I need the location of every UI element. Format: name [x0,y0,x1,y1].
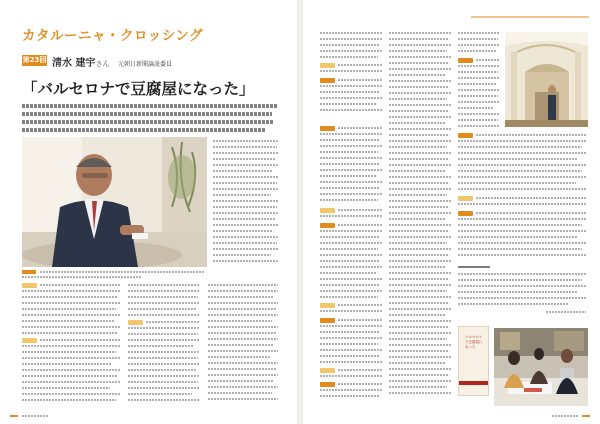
body-text-line [128,399,200,401]
body-text-line [458,230,586,232]
body-text-line [458,152,586,154]
series-title: カタルーニャ・クロッシング [22,28,204,44]
body-text-line [128,333,198,335]
body-text-line [389,260,451,262]
body-text-line [128,327,200,329]
body-text-line [338,209,382,211]
body-text-line [208,314,278,316]
body-text-line [458,119,498,121]
body-text-line [389,50,447,52]
body-text-line [213,176,279,178]
question-badge [320,208,335,213]
body-text-line [458,188,586,190]
body-text-line [22,369,120,371]
body-text-line [213,170,273,172]
question-badge [320,303,335,308]
body-text-line [208,344,274,346]
guest-honorific: さん [95,60,110,68]
body-text-line [208,302,278,304]
body-text-line [208,326,278,328]
body-text-line [389,308,451,310]
body-text-line [208,356,270,358]
body-text-line [389,278,449,280]
body-text-line [128,357,198,359]
body-text-line [389,176,451,178]
body-text-line [320,163,380,165]
answer-badge [320,223,335,228]
profile-text-line [458,297,586,299]
body-text-line [320,337,382,339]
body-text-line [458,65,500,67]
body-text-line [389,386,447,388]
hall-photo [505,32,588,127]
body-text-line [208,332,276,334]
body-text-line [320,248,378,250]
body-text-line [338,64,382,66]
body-text-line [458,32,500,34]
body-text-line [389,92,451,94]
body-text-line [320,325,382,327]
body-text-line [458,107,494,109]
body-text-line [22,326,120,328]
body-text-line [458,176,586,178]
body-text-line [458,89,500,91]
body-text-line [389,296,451,298]
profile-text-line [458,303,568,305]
body-text-line [320,331,380,333]
body-text-line [213,224,279,226]
body-text-line [128,339,200,341]
caption-line [40,271,205,273]
body-text-line [458,164,586,166]
body-text-line [389,218,445,220]
body-text-line [320,355,380,357]
body-text-line [320,254,382,256]
body-text-line [389,332,451,334]
body-text-line [320,44,380,46]
body-text-line [128,387,200,389]
body-text-line [389,140,451,142]
body-text-line [213,140,279,142]
body-text-line [389,128,451,130]
body-text-line [128,308,196,310]
body-text-line [320,296,378,298]
body-text-line [320,38,382,40]
body-text-line [389,212,451,214]
body-text-line [389,68,451,70]
answer-badge [320,126,335,131]
profile-text-line [458,291,578,293]
body-text-line [320,56,378,58]
body-text-line [208,392,272,394]
body-text-line [458,182,576,184]
body-text-line [208,308,276,310]
body-text-line [128,296,198,298]
body-text-line [389,110,449,112]
body-text-line [389,206,449,208]
body-text-line [389,236,451,238]
body-text-line [389,194,447,196]
body-text-line [320,389,382,391]
body-text-line [213,206,277,208]
body-text-line [458,170,582,172]
lead-paragraph-line [22,128,266,132]
body-text-line [389,182,449,184]
body-text-line [208,320,272,322]
body-text-line [458,113,500,115]
body-text-line [22,314,120,316]
body-text-line [389,152,451,154]
body-text-line [389,188,451,190]
body-text-line [458,50,496,52]
body-text-line [389,326,449,328]
answer-badge [320,318,335,323]
body-text-line [389,350,449,352]
body-text-line [208,296,274,298]
body-text-line [320,70,382,72]
guest-name-text: 清水 建宇 [52,58,96,69]
body-text-line [320,199,378,201]
body-text-line [389,338,447,340]
lead-paragraph-line [22,120,274,124]
body-text-line [208,398,278,400]
guest-name [52,54,109,69]
body-text-line [320,109,382,111]
body-text-line [213,158,275,160]
body-text-line [320,157,382,159]
body-text-line [320,139,380,141]
article-headline: 「バルセロナで豆腐屋になった」 [22,80,255,98]
body-text-line [389,344,451,346]
body-text-line [389,392,451,394]
body-text-line [213,230,273,232]
body-text-line [213,212,279,214]
body-text-line [128,284,200,286]
body-text-line [213,164,279,166]
body-text-line [320,278,382,280]
body-text-line [22,308,116,310]
body-text-line [320,272,376,274]
body-text-line [320,85,382,87]
body-text-line [338,304,382,306]
body-text-line [458,140,586,142]
body-text-line [458,224,582,226]
body-text-line [320,193,382,195]
body-text-line [389,356,451,358]
body-text-line [389,302,449,304]
body-text-line [128,363,200,365]
body-text-line [213,248,279,250]
body-text-line [389,242,447,244]
body-text-line [458,38,498,40]
body-text-line [213,194,271,196]
question-badge [320,63,335,68]
body-text-line [338,319,382,321]
body-text-line [389,380,451,382]
body-text-line [389,272,451,274]
body-text-line [458,146,582,148]
body-text-line [389,80,451,82]
body-text-line [338,127,382,129]
guest-role: 元朝日新聞論説委員 [118,61,173,68]
body-text-line [320,361,382,363]
body-text-line [22,332,118,334]
body-text-line [389,374,449,376]
body-text-line [320,310,382,312]
body-text-line [22,345,120,347]
question-badge [22,338,37,343]
body-text-line [22,387,110,389]
body-text-line [320,133,382,135]
body-text-line [320,181,382,183]
question-badge [22,283,37,288]
left-page [0,0,297,424]
body-text-line [22,357,120,359]
body-text-line [320,260,380,262]
profile-text-line [458,279,582,281]
issue-number-badge: 第23回 [22,56,47,64]
body-text-line [389,200,451,202]
body-text-line [208,368,276,370]
body-text-line [389,122,445,124]
body-text-line [320,349,382,351]
profile-text-line [458,273,586,275]
body-text-line [320,187,380,189]
answer-badge [320,382,335,387]
body-text-line [128,314,200,316]
body-text-line [320,215,382,217]
body-text-line [389,134,449,136]
body-text-line [458,77,500,79]
body-text-line [476,212,586,214]
folio-bar [10,415,18,417]
body-text-line [389,44,451,46]
body-text-line [389,74,445,76]
body-text-line [338,383,382,385]
body-text-line [22,290,120,292]
profile-heading-line [458,266,490,268]
body-text-line [208,380,274,382]
body-text-line [338,224,382,226]
body-text-line [476,59,500,61]
body-text-line [208,338,278,340]
body-text-line [146,321,200,323]
body-text-line [458,83,496,85]
body-text-line [389,38,449,40]
body-text-line [22,296,118,298]
body-text-line [320,395,380,397]
body-text-line [213,188,279,190]
answer-badge [458,133,473,138]
body-text-line [389,314,445,316]
body-text-line [208,362,278,364]
answer-badge [320,78,335,83]
body-text-line [389,116,451,118]
body-text-line [213,242,277,244]
body-text-line [389,230,449,232]
body-text-line [389,170,445,172]
body-text-line [22,381,120,383]
body-text-line [128,375,200,377]
body-text-line [213,182,277,184]
question-badge [128,320,143,325]
body-text-line [320,242,382,244]
body-text-line [22,375,118,377]
body-text-line [389,254,449,256]
body-text-line [320,290,382,292]
body-text-line [128,345,194,347]
body-text-line [320,50,382,52]
body-text-line [458,101,500,103]
body-text-line [320,97,382,99]
body-text-line [389,266,445,268]
answer-badge [458,58,473,63]
body-text-line [389,86,449,88]
lead-paragraph-line [22,112,272,116]
body-text-line [320,236,380,238]
interviewer-credit-line [546,311,586,313]
body-text-line [22,399,116,401]
body-text-line [213,152,279,154]
book-cover [458,326,489,396]
body-text-line [389,98,447,100]
answer-badge [458,211,473,216]
running-header-line [471,16,589,18]
body-text-line [128,351,200,353]
body-text-line [338,79,382,81]
body-text-line [213,260,279,262]
body-text-line [128,381,198,383]
body-text-line [389,104,451,106]
body-text-line [320,343,378,345]
body-text-line [389,290,447,292]
body-text-line [213,218,275,220]
body-text-line [389,224,451,226]
body-text-line [320,103,376,105]
folio-bar [582,415,590,417]
body-text-line [458,242,586,244]
body-text-line [389,368,451,370]
body-text-line [458,44,500,46]
body-text-line [320,175,376,177]
body-text-line [213,254,271,256]
body-text-line [389,320,451,322]
book-title: バルセロナで豆腐屋になった [465,335,483,349]
body-text-line [338,369,382,371]
folio-line [22,415,48,417]
body-text-line [320,151,378,153]
body-text-line [458,254,586,256]
body-text-line [22,363,112,365]
body-text-line [320,91,380,93]
body-text-line [320,266,382,268]
body-text-line [389,158,449,160]
lead-paragraph-line [22,104,277,108]
body-text-line [389,32,451,34]
body-text-line [22,302,120,304]
body-text-line [389,362,445,364]
body-text-line [128,393,192,395]
body-text-line [320,284,380,286]
body-text-line [458,125,500,127]
body-text-line [476,134,586,136]
body-text-line [320,32,382,34]
event-photo [494,328,588,406]
body-text-line [458,158,578,160]
body-text-line [213,236,279,238]
question-badge [320,368,335,373]
body-text-line [22,393,120,395]
body-text-line [458,71,498,73]
body-text-line [22,351,116,353]
body-text-line [208,290,278,292]
body-text-line [458,218,586,220]
profile-text-line [458,285,586,287]
body-text-line [389,56,451,58]
body-text-line [208,374,278,376]
body-text-line [128,369,196,371]
body-text-line [458,203,586,205]
interview-photo [22,137,207,267]
body-text-line [389,146,447,148]
body-text-line [40,284,120,286]
body-text-line [128,290,200,292]
caption-tag [22,270,36,274]
body-text-line [22,320,114,322]
body-text-line [40,339,120,341]
question-badge [458,196,473,201]
body-text-line [458,236,578,238]
body-text-line [208,350,278,352]
body-text-line [458,248,582,250]
body-text-line [389,248,451,250]
body-text-line [389,164,451,166]
body-text-line [208,284,278,286]
body-text-line [208,386,278,388]
body-text-line [389,62,449,64]
body-text-line [389,284,451,286]
caption-line [22,276,142,278]
body-text-line [476,197,586,199]
body-text-line [128,302,200,304]
body-text-line [320,375,382,377]
body-text-line [320,230,382,232]
body-text-line [458,95,498,97]
body-text-line [213,146,277,148]
body-text-line [213,200,279,202]
body-text-line [320,145,382,147]
folio-line [552,415,578,417]
book-band [459,381,489,385]
body-text-line [320,169,382,171]
